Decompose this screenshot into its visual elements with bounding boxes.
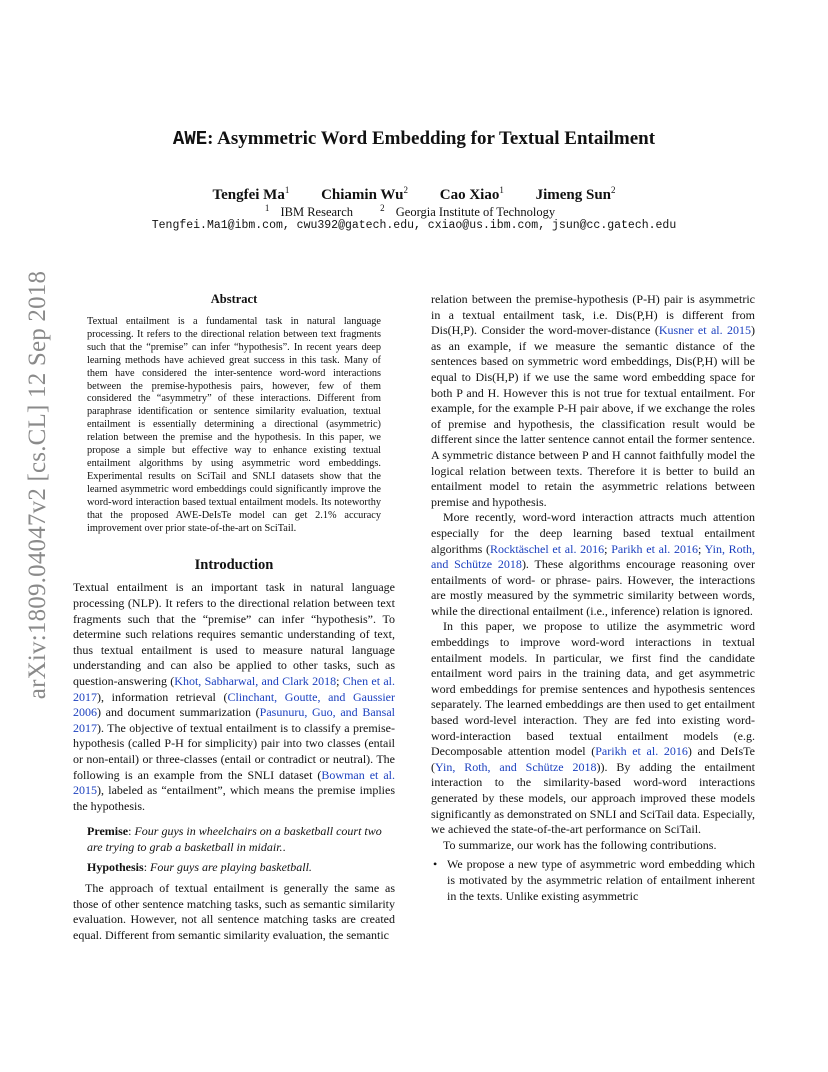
paper-title bbox=[0, 128, 828, 150]
citation-link[interactable]: Yin, Roth, and Schütze 2018 bbox=[431, 541, 755, 572]
citation-link[interactable]: Chen et al. 2017 bbox=[73, 673, 395, 704]
intro-paragraph-1: Textual entailment is an important task in natural language processing (NLP). It refers to the directional relation between text fragments such that the “premise” can infer “hypothesis”. To determine such relations requires semantic understanding of text, thus textual entailment is used to measure natural language understanding and can also be applied to other tasks, such as question-answering (Khot, Sabharwal, and Clark 2018; Chen et al. 2017), information retrieval (Clinchant, Goutte, and Gaussier 2006) and document summarization (Pasunuru, Guo, and Bansal 2017). The objective of textual entailment is to classify a premise-hypothesis (called P-H for simplicity) pair into two classes (entail or non-entail) or three-classes (entail or contradict or neutral). The following is an example from the SNLI dataset (Bowman et al. 2015), labeled as “entailment”, which means the premise implies the hypothesis. bbox=[73, 580, 396, 813]
author-emails: Tengfei.Ma1@ibm.com, cwu392@gatech.edu, cxiao@us.ibm.com, jsun@cc.gatech.edu bbox=[151, 219, 677, 232]
citation-link[interactable]: Parikh et al. 2016 bbox=[595, 744, 688, 759]
author: Chiamin Wu$^2$ bbox=[321, 185, 408, 203]
affiliations bbox=[0, 203, 828, 220]
title-acronym: AWE bbox=[172, 128, 208, 150]
abstract-heading: Abstract bbox=[210, 292, 258, 306]
arxiv-sidebar-stamp bbox=[23, 270, 53, 700]
intro-paragraph-2-start: The approach of textual entailment is generally the same as those of other sentence matching tasks, such as semantic similarity evaluation. However, not all sentence matching tasks are created equal. Different from semantic similarity evaluation, the semantic bbox=[73, 881, 395, 942]
intro-paragraph-4: In this paper, we propose to utilize the asymmetric word embeddings to improve word-word interactions in textual entailment models. In particular, we first find the candidate entailment word pairs in the training data, and get asymmetric word embeddings for premise sentences and hypothesis sentences separately. The learned embeddings are then used to get entailment based word-level interaction. They are fed into existing word-word-interaction based textual entailment models (e.g. Decomposable attention model (Parikh et al. 2016) and DeIsTe (Yin, Roth, and Schütze 2018)). By adding the entailment interaction to the similarity-based word-word interactions generated by these models, our approach improved these models significantly as demonstrated on SNLI and SciTail data. Especially, we achieved the state-of-the-art performance on SciTail. bbox=[431, 619, 755, 837]
citation-link[interactable]: Pasunuru, Guo, and Bansal 2017 bbox=[73, 705, 395, 735]
author: Jimeng Sun$^2$ bbox=[535, 185, 616, 203]
citation-link[interactable]: Yin, Roth, and Schütze 2018 bbox=[435, 759, 597, 774]
intro-paragraph-5: To summarize, our work has the following contributions. bbox=[443, 837, 717, 852]
citation-link[interactable]: Clinchant, Goutte, and Gaussier 2006 bbox=[73, 689, 396, 720]
premise-row: Premise: Four guys in wheelchairs on a basketball court two are trying to grab a basketball in midair.. bbox=[87, 824, 382, 854]
author: Tengfei Ma$^1$ bbox=[212, 185, 290, 203]
hypothesis-row: Hypothesis: Four guys are playing basketball. bbox=[87, 859, 312, 874]
affiliation: $^2$ Georgia Institute of Technology bbox=[380, 203, 556, 220]
abstract-text: Textual entailment is a fundamental task in natural language processing. It refers to the directional relation between text fragments such that the “premise” can infer “hypothesis”. In recent years deep learning methods have achieved great success in this task. Many of them have considered the inter-sentence word-word interactions between the premise-hypothesis pairs, however, few of them considered the “asymmetry” of these interactions. Different from paraphrase identification or sentence similarity evaluation, textual entailment is essentially determining a directional (asymmetric) relation between the premise and the hypothesis. In this paper, we propose a simple but effective way to enhance existing textual entailment algorithms by using asymmetric word embeddings. Experimental results on SciTail and SNLI datasets show that the learned asymmetric word embeddings could significantly improve the word-word interaction based textual entailment models. Its noteworthy that the proposed AWE-DeIsTe model can get 2.1% accuracy improvement over prior state-of-the-art on SciTail. bbox=[87, 316, 381, 534]
right-column bbox=[431, 292, 755, 904]
introduction-heading: Introduction bbox=[194, 557, 274, 574]
contribution-item: • We propose a new type of asymmetric word embedding which is motivated by the asymmetric relation of entailment inherent in the texts. Unlike existing asymmetric bbox=[433, 857, 755, 903]
left-column bbox=[73, 292, 395, 943]
entailment-example bbox=[87, 824, 395, 875]
arxiv-id: arXiv:1809.04047v2 [cs.CL] 12 Sep 2018 bbox=[24, 270, 51, 700]
intro-paragraph-2-continued: relation between the premise-hypothesis (P-H) pair is asymmetric in a textual entailment task, i.e. Dis(P,H) is different from Dis(H,P). Consider the word-mover-distance (Kusner et al. 2015) as an example, if we measure the semantic distance of the sentences based on symmetric word embeddings, Dis(P,H) will be equal to Dis(H,P) if we use the same word embedding space for both P and H. However this is not true for textual entailment. For example, for the example P-H pair above, if we exchange the roles of premise and hypothesis, the classification result would be different since the latter sentence cannot entail the former sentence. A symmetric distance between P and H cannot faithfully model the logical relation between texts. Therefore it is better to build an entailment model to retain the asymmetric relations between premise and hypothesis. bbox=[431, 292, 756, 509]
contribution-list bbox=[431, 857, 755, 904]
title-text: : Asymmetric Word Embedding for Textual Entailment bbox=[207, 128, 656, 149]
citation-link[interactable]: Bowman et al. 2015 bbox=[73, 767, 396, 798]
author: Cao Xiao$^1$ bbox=[439, 185, 504, 203]
citation-link[interactable]: Rocktäschel et al. 2016 bbox=[490, 541, 605, 556]
citation-link[interactable]: Khot, Sabharwal, and Clark 2018 bbox=[174, 673, 337, 688]
affiliation: $^1$ IBM Research bbox=[264, 203, 353, 220]
citation-link[interactable]: Parikh et al. 2016 bbox=[611, 541, 698, 556]
author-list bbox=[0, 185, 828, 204]
intro-paragraph-3: More recently, word-word interaction attracts much attention especially for the deep learning based textual entailment algorithms (Rocktäschel et al. 2016; Parikh et al. 2016; Yin, Roth, and Schütze 2018). These algorithms encourage reasoning over entailments of word- or phrase- pairs. However, the interactions are mostly measured by the symmetric similarity between words, while the directional entailment (i.e., inference) relation is ignored. bbox=[431, 510, 756, 618]
citation-link[interactable]: Kusner et al. 2015 bbox=[658, 323, 752, 338]
